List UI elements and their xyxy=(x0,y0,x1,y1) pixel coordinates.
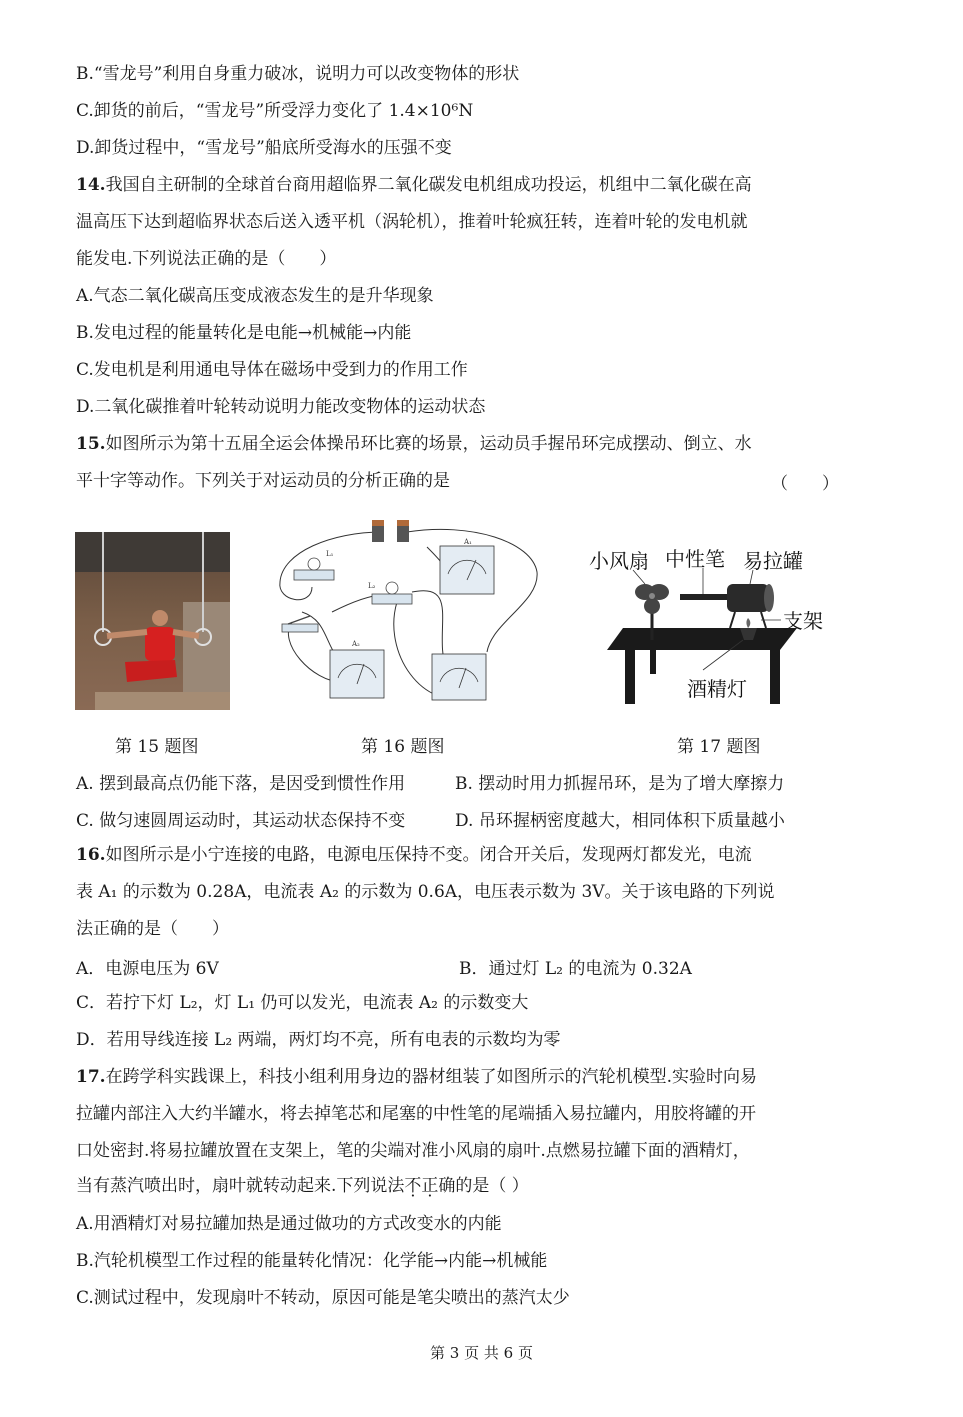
q14-number: 14. xyxy=(76,175,106,195)
q15-stem-line1 xyxy=(76,432,752,456)
q15-text: 如图所示为第十五届全运会体操吊环比赛的场景，运动员手握吊环完成摆动、倒立、水 xyxy=(105,434,752,454)
q14-stem-line1 xyxy=(76,173,752,197)
q16-stem-line3: 法正确的是（ ） xyxy=(76,919,229,939)
caption-figure-15: 第 15 题图 xyxy=(115,737,199,757)
q17-text: 在跨学科实践课上，科技小组利用身边的器材组装了如图所示的汽轮机模型.实验时向易 xyxy=(105,1067,757,1087)
q16-stem-line1 xyxy=(76,843,752,867)
q16-stem-line2: 表 A₁ 的示数为 0.28A，电流表 A₂ 的示数为 0.6A，电压表示数为 3V。关于该电路的下列说 xyxy=(76,882,775,902)
caption-figure-17: 第 17 题图 xyxy=(677,737,761,757)
q13-option-c: C.卸货的前后，“雪龙号”所受浮力变化了 1.4×10⁶N xyxy=(76,101,474,121)
q14-option-d: D.二氧化碳推着叶轮转动说明力能改变物体的运动状态 xyxy=(76,397,486,417)
q15-answer-paren: （ ） xyxy=(771,474,839,494)
label-pen: 中性笔 xyxy=(665,549,725,571)
label-a1: A₁ xyxy=(464,538,472,546)
q17-option-b: B.汽轮机模型工作过程的能量转化情况：化学能→内能→机械能 xyxy=(76,1251,548,1271)
q16-option-b: B．通过灯 L₂ 的电流为 0.32A xyxy=(459,959,692,979)
q15-option-b: B. 摆动时用力抓握吊环，是为了增大摩擦力 xyxy=(455,774,785,794)
q16-option-a: A．电源电压为 6V xyxy=(76,959,219,979)
q15-number: 15. xyxy=(76,434,106,454)
q16-option-c: C．若拧下灯 L₂，灯 L₁ 仍可以发光，电流表 A₂ 的示数变大 xyxy=(76,993,529,1013)
figure-15-photo xyxy=(75,532,230,710)
q14-option-c: C.发电机是利用通电导体在磁场中受到力的作用工作 xyxy=(76,360,468,380)
label-l1: L₁ xyxy=(326,550,334,558)
label-fan: 小风扇 xyxy=(589,551,649,573)
q17-number: 17. xyxy=(76,1067,106,1087)
figure-17-apparatus xyxy=(585,540,835,710)
q15-option-a: A. 摆到最高点仍能下落，是因受到惯性作用 xyxy=(76,774,406,794)
q15-stem-line2: 平十字等动作。下列关于对运动员的分析正确的是 xyxy=(76,471,450,491)
q13-option-b: B.“雪龙号”利用自身重力破冰，说明力可以改变物体的形状 xyxy=(76,64,520,84)
q13-option-d: D.卸货过程中，“雪龙号”船底所受海水的压强不变 xyxy=(76,138,452,158)
q17-emphasis-zheng: 正 xyxy=(421,1176,439,1196)
q16-number: 16. xyxy=(76,845,106,865)
q17-stem-line3: 口处密封.将易拉罐放置在支架上，笔的尖端对准小风扇的扇叶.点燃易拉罐下面的酒精灯， xyxy=(76,1141,750,1161)
page-footer: 第 3 页 共 6 页 xyxy=(430,1344,533,1362)
q14-option-b: B.发电过程的能量转化是电能→机械能→内能 xyxy=(76,323,412,343)
label-a2: A₂ xyxy=(352,640,360,648)
caption-figure-16: 第 16 题图 xyxy=(361,737,445,757)
can-icon xyxy=(727,584,769,612)
q17-stem-line4 xyxy=(76,1174,529,1198)
figure-16-circuit xyxy=(272,512,552,712)
q17-option-a: A.用酒精灯对易拉罐加热是通过做功的方式改变水的内能 xyxy=(76,1214,502,1234)
q17-line4-text: 当有蒸汽喷出时，扇叶就转动起来.下列说法 xyxy=(76,1176,405,1196)
pen-icon xyxy=(680,594,730,600)
q15-option-c: C. 做匀速圆周运动时，其运动状态保持不变 xyxy=(76,811,406,831)
label-l2: L₂ xyxy=(368,582,376,590)
q14-stem-line2: 温高压下达到超临界状态后送入透平机（涡轮机），推着叶轮疯狂转，连着叶轮的发电机就 xyxy=(76,212,748,232)
q17-line4-end: 确的是（ ） xyxy=(438,1176,529,1196)
q17-emphasis-bu: 不 xyxy=(404,1176,422,1196)
q14-option-a: A.气态二氧化碳高压变成液态发生的是升华现象 xyxy=(76,286,434,306)
label-stand: 支架 xyxy=(783,611,823,633)
label-can: 易拉罐 xyxy=(743,551,803,573)
q16-text: 如图所示是小宁连接的电路，电源电压保持不变。闭合开关后，发现两灯都发光，电流 xyxy=(105,845,752,865)
q15-option-d: D. 吊环握柄密度越大，相同体积下质量越小 xyxy=(455,811,785,831)
q17-stem-line1 xyxy=(76,1065,757,1089)
q14-stem-line3: 能发电.下列说法正确的是（ ） xyxy=(76,249,337,269)
label-lamp: 酒精灯 xyxy=(687,679,747,701)
q17-option-c: C.测试过程中，发现扇叶不转动，原因可能是笔尖喷出的蒸汽太少 xyxy=(76,1288,570,1308)
q14-text: 我国自主研制的全球首台商用超临界二氧化碳发电机组成功投运，机组中二氧化碳在高 xyxy=(105,175,752,195)
q16-option-d: D．若用导线连接 L₂ 两端，两灯均不亮，所有电表的示数均为零 xyxy=(76,1030,561,1050)
q17-stem-line2: 拉罐内部注入大约半罐水，将去掉笔芯和尾塞的中性笔的尾端插入易拉罐内，用胶将罐的开 xyxy=(76,1104,756,1124)
